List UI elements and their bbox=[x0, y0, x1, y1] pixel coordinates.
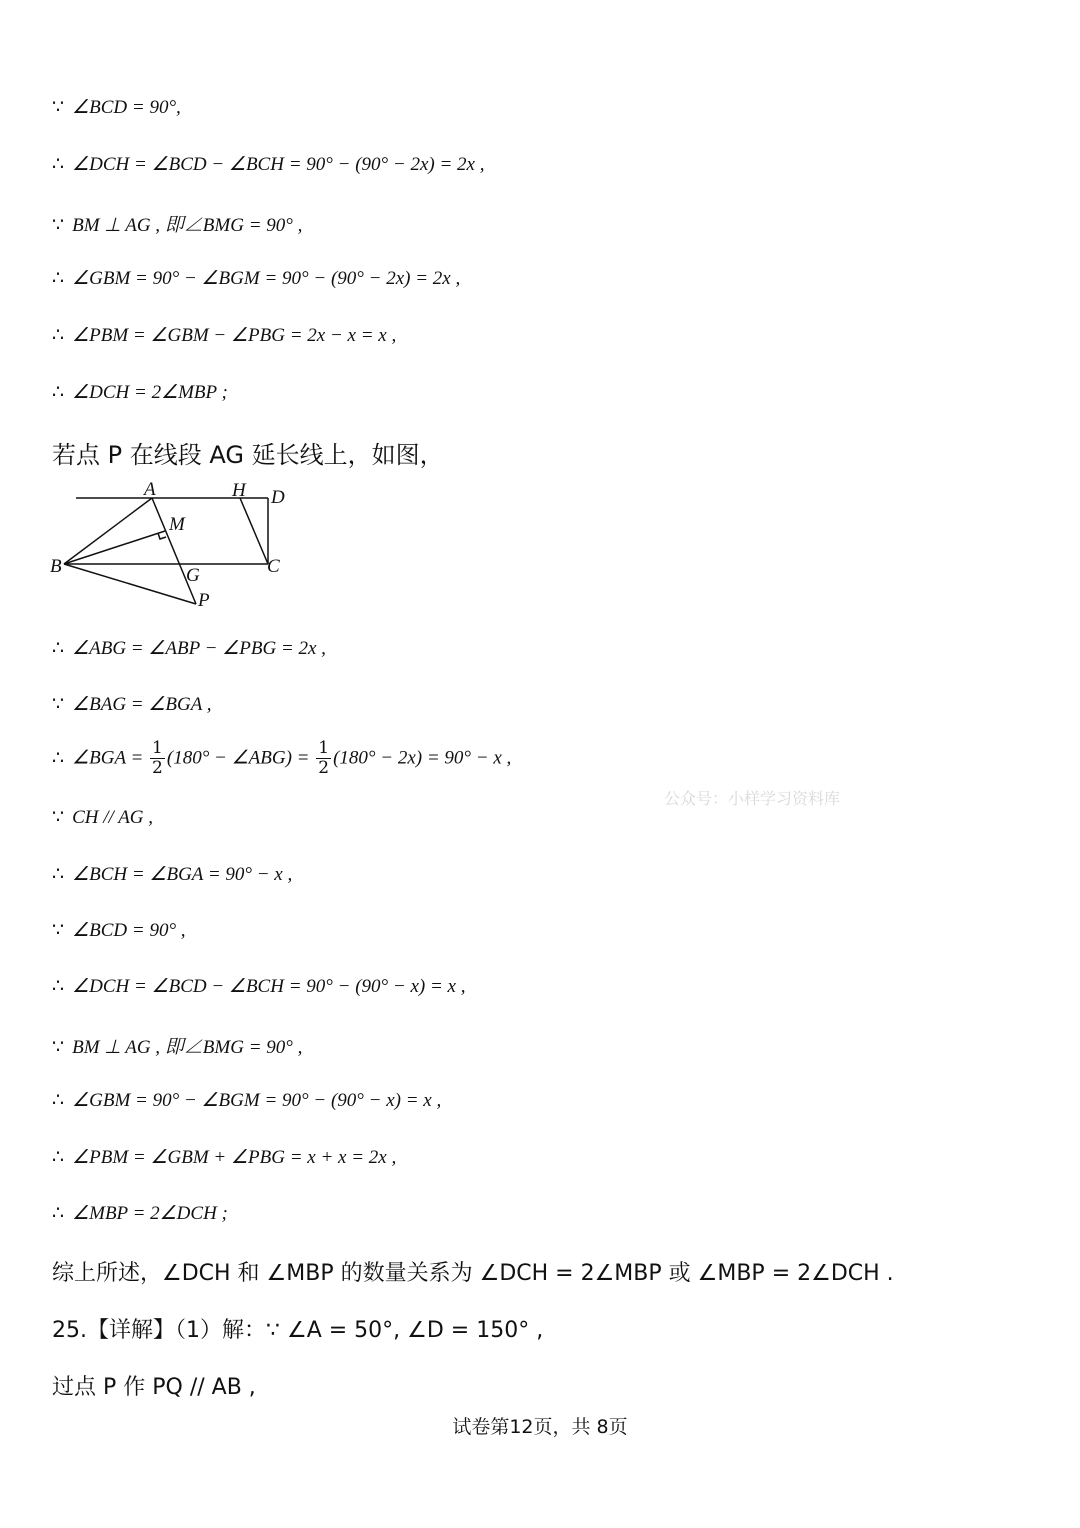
proof-line-14 bbox=[52, 1032, 302, 1059]
proof-line-15 bbox=[52, 1089, 441, 1112]
therefore-symbol: ∴ bbox=[52, 746, 65, 769]
therefore-symbol: ∴ bbox=[52, 324, 65, 346]
right-angle-mark bbox=[158, 533, 166, 539]
because-symbol: ∵ bbox=[52, 96, 65, 118]
proof-line-5 bbox=[52, 324, 396, 347]
proof-line-4 bbox=[52, 267, 460, 290]
label-C: C bbox=[267, 556, 280, 577]
therefore-symbol: ∴ bbox=[52, 267, 65, 289]
because-symbol: ∵ bbox=[52, 919, 65, 941]
label-B: B bbox=[50, 556, 62, 577]
proof-line-7 bbox=[52, 637, 326, 660]
proof-text: ∠DCH = ∠BCD − ∠BCH = 90° − (90° − 2x) = 2x , bbox=[72, 154, 485, 175]
proof-line-8 bbox=[52, 693, 212, 716]
proof-text: ∠DCH = 2∠MBP ; bbox=[72, 382, 228, 403]
line-BA bbox=[64, 498, 152, 564]
therefore-symbol: ∴ bbox=[52, 1089, 65, 1111]
proof-line-6 bbox=[52, 381, 228, 404]
therefore-symbol: ∴ bbox=[52, 975, 65, 997]
proof-text-c: (180° − 2x) = 90° − x , bbox=[333, 747, 512, 769]
label-H: H bbox=[232, 480, 246, 501]
therefore-symbol: ∴ bbox=[52, 153, 65, 175]
proof-line-16 bbox=[52, 1146, 396, 1169]
proof-line-13 bbox=[52, 975, 465, 998]
case-heading: 若点 P 在线段 AG 延长线上，如图， bbox=[52, 441, 444, 469]
label-M: M bbox=[169, 514, 185, 535]
proof-line-9 bbox=[52, 740, 511, 777]
proof-text: ∠DCH = ∠BCD − ∠BCH = 90° − (90° − x) = x , bbox=[72, 976, 466, 997]
because-symbol: ∵ bbox=[52, 1036, 65, 1058]
proof-text-a: ∠BGA = bbox=[72, 747, 149, 769]
proof-text: ∠GBM = 90° − ∠BGM = 90° − (90° − x) = x , bbox=[72, 1090, 442, 1111]
line-HC bbox=[240, 498, 268, 564]
label-P: P bbox=[198, 590, 210, 611]
because-symbol: ∵ bbox=[52, 693, 65, 715]
because-symbol: ∵ bbox=[52, 806, 65, 828]
proof-text: CH // AG , bbox=[72, 807, 154, 828]
proof-text: ∠ABG = ∠ABP − ∠PBG = 2x , bbox=[72, 638, 326, 659]
proof-line-11 bbox=[52, 863, 292, 886]
proof-text: BM ⊥ AG , 即∠BMG = 90° , bbox=[72, 215, 303, 236]
proof-line-3 bbox=[52, 210, 302, 237]
proof-text: ∠GBM = 90° − ∠BGM = 90° − (90° − 2x) = 2x , bbox=[72, 268, 461, 289]
label-A: A bbox=[144, 479, 156, 500]
therefore-symbol: ∴ bbox=[52, 637, 65, 659]
therefore-symbol: ∴ bbox=[52, 1146, 65, 1168]
proof-line-10 bbox=[52, 806, 153, 829]
proof-text: ∠BCD = 90° , bbox=[72, 920, 186, 941]
proof-text: ∠BAG = ∠BGA , bbox=[72, 694, 212, 715]
proof-line-17 bbox=[52, 1202, 228, 1225]
proof-text: BM ⊥ AG , 即∠BMG = 90° , bbox=[72, 1037, 303, 1058]
summary-line: 综上所述，∠DCH 和 ∠MBP 的数量关系为 ∠DCH = 2∠MBP 或 ∠MBP = 2∠DCH . bbox=[52, 1261, 894, 1286]
proof-text: ∠PBM = ∠GBM + ∠PBG = x + x = 2x , bbox=[72, 1147, 397, 1168]
proof-text: ∠BCH = ∠BGA = 90° − x , bbox=[72, 864, 293, 885]
proof-line-12 bbox=[52, 919, 186, 942]
proof-line-1 bbox=[52, 96, 181, 119]
question-25-next-line: 过点 P 作 PQ // AB , bbox=[52, 1375, 256, 1400]
therefore-symbol: ∴ bbox=[52, 1202, 65, 1224]
fraction-one-half: $\frac{1}{2}$ bbox=[152, 738, 163, 778]
fraction-one-half: $\frac{1}{2}$ bbox=[318, 738, 330, 778]
proof-text-b: (180° − ∠ABG) = bbox=[166, 747, 315, 769]
proof-text: ∠MBP = 2∠DCH ; bbox=[72, 1203, 228, 1224]
proof-text: ∠BCD = 90°, bbox=[72, 97, 181, 118]
proof-text: ∠PBM = ∠GBM − ∠PBG = 2x − x = x , bbox=[72, 325, 397, 346]
proof-line-2 bbox=[52, 153, 484, 176]
watermark: 公众号：小样学习资料库 bbox=[664, 789, 841, 808]
label-D: D bbox=[271, 487, 285, 508]
question-25-line: 25.【详解】（1）解：∵ ∠A = 50°, ∠D = 150° , bbox=[52, 1318, 544, 1343]
page-footer: 试卷第12页，共 8页 bbox=[452, 1416, 628, 1438]
therefore-symbol: ∴ bbox=[52, 863, 65, 885]
therefore-symbol: ∴ bbox=[52, 381, 65, 403]
because-symbol: ∵ bbox=[52, 214, 65, 236]
label-G: G bbox=[186, 565, 200, 586]
line-BM bbox=[64, 531, 165, 564]
geometry-figure bbox=[40, 476, 300, 616]
line-BP bbox=[64, 564, 196, 604]
